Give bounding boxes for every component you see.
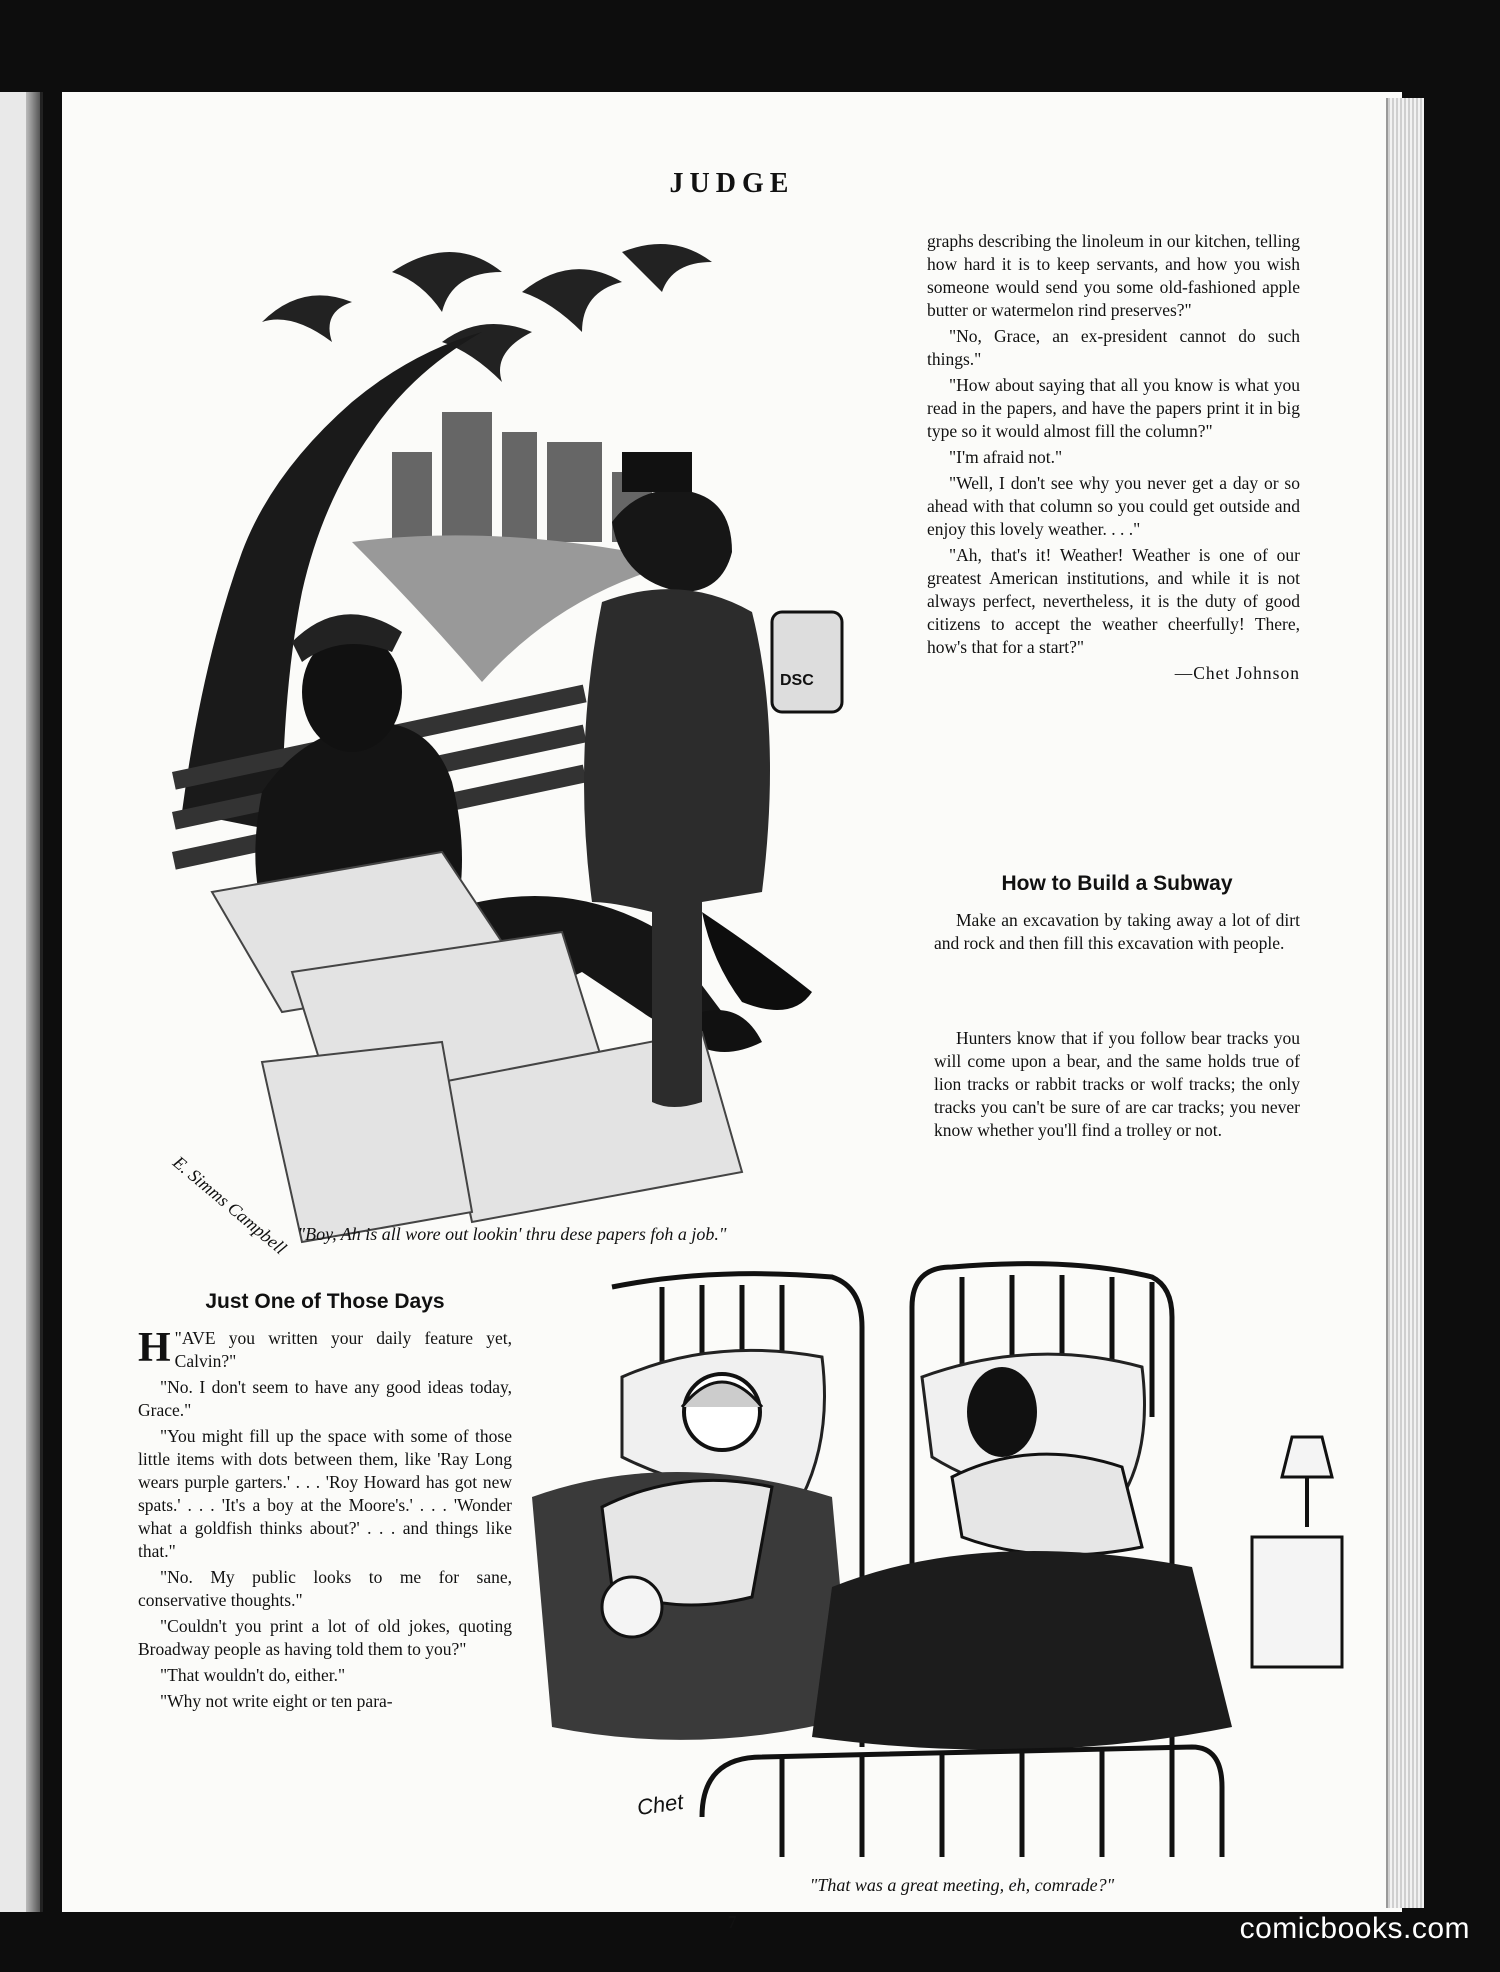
hunters-section	[934, 1027, 1300, 1145]
cartoon-bottom-illustration	[532, 1257, 1382, 1877]
story-paragraph: "You might fill up the space with some of those little items with dots between them, like 'Ray Long wears purple garters.' . . . 'Roy Howard has got new spats.' . . . 'It's a boy at the Moore's.' . . . 'Wonder what a goldfish thinks about?' . . . and things like that."	[138, 1426, 512, 1561]
cartoon-top-signature: E. Simms Campbell	[169, 1152, 291, 1259]
magazine-page	[62, 92, 1402, 1932]
page-header: JUDGE	[669, 168, 795, 199]
story-section	[138, 1290, 512, 1716]
story-paragraph: "No. My public looks to me for sane, conservative thoughts."	[138, 1567, 512, 1610]
subway-section	[934, 872, 1300, 958]
column-paragraph: "Well, I don't see why you never get a day or so ahead with that column so you could get outside and enjoy this lovely weather. . . ."	[927, 473, 1300, 539]
story-opening-quote: "	[174, 1328, 182, 1348]
cartoon-bottom-caption: "That was a great meeting, eh, comrade?"	[809, 1875, 1115, 1895]
story-paragraph: "Couldn't you print a lot of old jokes, quoting Broadway people as having told them to you?"	[138, 1616, 512, 1659]
column-paragraph: "How about saying that all you know is what you read in the papers, and have the papers print it in big type so it would almost fill the column?"	[927, 375, 1300, 441]
hunters-text: Hunters know that if you follow bear tracks you will come upon a bear, and the same holds true of lion tracks or rabbit tracks or wolf tracks; the only tracks you can't be sure of are car tracks; you never know whether you'll find a trolley or not.	[934, 1028, 1300, 1140]
story-dropcap: H	[138, 1325, 171, 1371]
story-first-paragraph	[138, 1327, 512, 1373]
column-paragraph: "No, Grace, an ex-president cannot do such things."	[927, 326, 1300, 369]
column-paragraph: "Ah, that's it! Weather! Weather is one of our greatest American institutions, and while it is not always perfect, nevertheless, it is the duty of good citizens to accept the weather cheerfully! There, how's that for a start?"	[927, 545, 1300, 657]
story-title: Just One of Those Days	[205, 1290, 445, 1313]
cartoon-top-illustration	[142, 212, 942, 1322]
cartoon-bottom-signature: Chet	[635, 1788, 685, 1821]
page-number: 7	[727, 1912, 737, 1932]
cartoon-top-caption: "Boy, Ah is all wore out lookin' thru dese papers foh a job."	[297, 1224, 727, 1244]
dsc-can-label: DSC	[780, 672, 814, 689]
column-paragraph: "I'm afraid not."	[949, 447, 1063, 467]
subway-title: How to Build a Subway	[1001, 872, 1233, 895]
right-page-stack	[1386, 98, 1424, 1908]
story-first-rest: AVE you written your daily feature yet, Calvin?"	[174, 1328, 512, 1371]
subway-text: Make an excavation by taking away a lot of dirt and rock and then fill this excavation with people.	[934, 910, 1300, 953]
story-paragraph: "Why not write eight or ten para-	[160, 1691, 393, 1711]
column-top-right	[927, 230, 1300, 685]
left-page-edge	[0, 92, 43, 1912]
story-paragraph: "That wouldn't do, either."	[160, 1665, 346, 1685]
column-signature: —Chet Johnson	[1174, 663, 1300, 683]
page-gutter	[26, 92, 40, 1912]
column-paragraph: graphs describing the linoleum in our kitchen, telling how hard it is to keep servants, and how you wish someone would send you some old-fashioned apple butter or watermelon rind preserves?"	[927, 231, 1300, 320]
story-paragraph: "No. I don't seem to have any good ideas today, Grace."	[138, 1377, 512, 1420]
watermark: comicbooks.com	[1239, 1912, 1470, 1945]
